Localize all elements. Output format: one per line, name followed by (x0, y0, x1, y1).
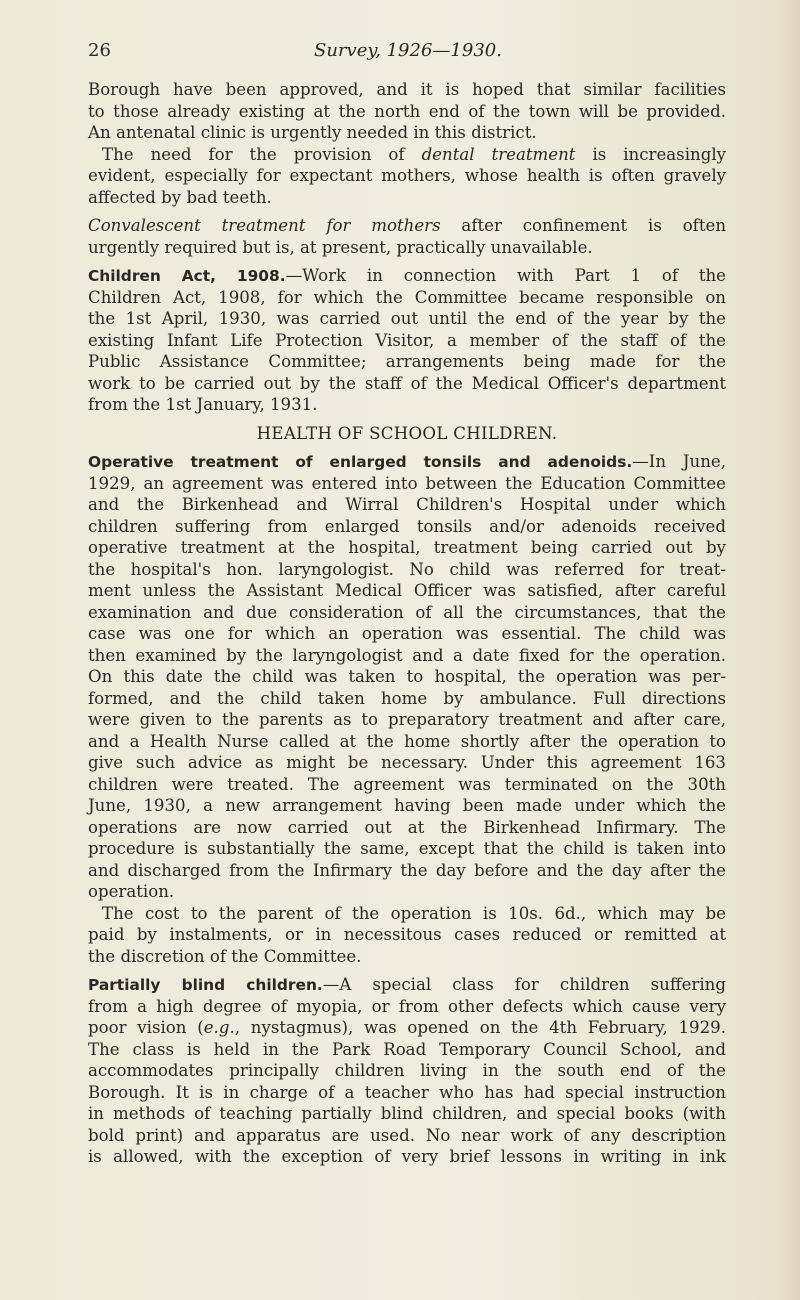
text-line: 1929, an agreement was entered into between the Education Committee (88, 473, 726, 493)
text-line: examination and due consideration of all the circumstances, that the (88, 602, 726, 622)
text-line: poor vision (e.g., nystagmus), was opened on the 4th February, 1929. (88, 1018, 726, 1037)
text-line: ment unless the Assistant Medical Officer was satisfied, after careful (88, 581, 726, 600)
line-segment: Operative treatment of enlarged tonsils and adenoids.—In June, (88, 452, 726, 471)
text-line: and a Health Nurse called at the home shortly after the operation to (88, 731, 726, 751)
text-line: Children Act, 1908, for which the Committee became responsible on (88, 287, 726, 307)
text-line: then examined by the laryngologist and a date fixed for the operation. (88, 645, 726, 665)
text-line: and discharged from the Infirmary the day before and the day after the (88, 860, 726, 880)
text-line (88, 215, 726, 237)
emphasis: Operative treatment of enlarged tonsils and adenoids. (88, 453, 633, 471)
text-line: bold print) and apparatus are used. No near work of any description (88, 1125, 726, 1145)
text-line: from the 1st January, 1931. (88, 395, 318, 414)
text-line (88, 265, 726, 287)
section-heading: HEALTH OF SCHOOL CHILDREN. (256, 423, 558, 443)
text-line: the discretion of the Committee. (88, 946, 362, 966)
text-line: formed, and the child taken home by ambulance. Full directions (88, 688, 726, 708)
text-line: Borough. It is in charge of a teacher who has had special instruction (88, 1082, 726, 1102)
emphasis: Convalescent treatment for mothers (88, 216, 441, 235)
text-line: and the Birkenhead and Wirral Children's Hospital under which (88, 495, 726, 514)
text-line: Public Assistance Committee; arrangements being made for the (88, 352, 726, 371)
text-line: Borough have been approved, and it is hoped that similar facilities (88, 80, 726, 99)
text-line: the hospital's hon. laryngologist. No child was referred for treat- (88, 559, 726, 579)
text-line (88, 144, 726, 166)
text-line: give such advice as might be necessary. Under this agreement 163 (88, 753, 726, 772)
text-line (88, 974, 726, 996)
text-line (88, 451, 726, 473)
text-line: children suffering from enlarged tonsils and/or adenoids received (88, 516, 726, 536)
text-line: procedure is substantially the same, except that the child is taken into (88, 839, 726, 858)
text-line: An antenatal clinic is urgently needed in this district. (88, 123, 537, 142)
text-line: work to be carried out by the staff of the Medical Officer's department (88, 373, 726, 393)
page-number: 26 (88, 40, 111, 61)
text-line: affected by bad teeth. (88, 187, 272, 207)
text-line: to those already existing at the north end of the town will be provided. (88, 101, 726, 121)
line-segment: Partially blind children.—A special class for children suffering (88, 975, 726, 994)
text-line: is allowed, with the exception of very brief lessons in writing in ink (88, 1147, 726, 1166)
text-line: children were treated. The agreement was terminated on the 30th (88, 774, 726, 794)
text-line: On this date the child was taken to hospital, the operation was per- (88, 667, 726, 686)
text-line: operations are now carried out at the Birkenhead Infirmary. The (88, 817, 726, 837)
page-header (88, 40, 728, 70)
line-segment: Children Act, 1908.—Work in connection with Part 1 of the (88, 266, 726, 285)
text-line: the 1st April, 1930, was carried out until the end of the year by the (88, 309, 726, 328)
text-line: were given to the parents as to preparatory treatment and after care, (88, 710, 726, 729)
text-line: existing Infant Life Protection Visitor, a member of the staff of the (88, 330, 726, 350)
emphasis: Partially blind children. (88, 976, 323, 994)
running-title: Survey, 1926—1930. (314, 40, 502, 61)
emphasis: e.g. (203, 1018, 235, 1037)
text-line: June, 1930, a new arrangement having been made under which the (88, 796, 726, 815)
body-text (88, 79, 726, 1168)
line-segment: Convalescent treatment for mothers after confinement is often (88, 216, 727, 235)
text-line: operation. (88, 882, 175, 901)
line-segment: The need for the provision of dental treatment is increasingly (102, 144, 726, 164)
text-line: in methods of teaching partially blind children, and special books (with (88, 1104, 726, 1123)
text-line: operative treatment at the hospital, treatment being carried out by (88, 538, 726, 557)
emphasis: Children Act, 1908. (88, 267, 286, 285)
text-line: accommodates principally children living in the south end of the (88, 1061, 726, 1080)
text-line: The class is held in the Park Road Temporary Council School, and (88, 1039, 726, 1059)
text-line: from a high degree of myopia, or from other defects which cause very (88, 996, 726, 1016)
text-line: evident, especially for expectant mothers, whose health is often gravely (88, 166, 726, 185)
text-line: paid by instalments, or in necessitous cases reduced or remitted at (88, 925, 726, 944)
text-line: case was one for which an operation was essential. The child was (88, 624, 726, 643)
text-line: urgently required but is, at present, practically unavailable. (88, 237, 593, 257)
text-line: The cost to the parent of the operation is 10s. 6d., which may be (102, 903, 726, 923)
emphasis: dental treatment (421, 144, 576, 164)
